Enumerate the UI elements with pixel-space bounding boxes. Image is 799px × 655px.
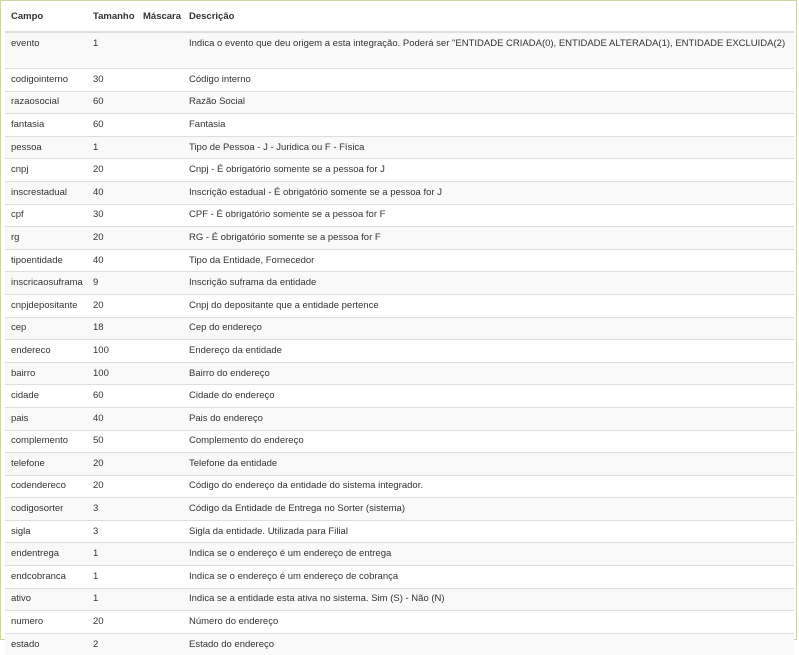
cell-mascara: [137, 453, 183, 476]
cell-descricao: Tipo de Pessoa - J - Juridica ou F - Física: [183, 136, 794, 159]
table-row: [5, 91, 794, 114]
fields-table: [5, 1, 794, 655]
cell-tamanho: 40: [87, 249, 137, 272]
table-row: [5, 340, 794, 363]
cell-descricao: Código do endereço da entidade do sistema integrador.: [183, 475, 794, 498]
cell-tamanho: 3: [87, 520, 137, 543]
cell-descricao: Inscrição suframa da entidade: [183, 272, 794, 295]
header-mascara: Máscara: [137, 1, 183, 32]
cell-campo: telefone: [5, 453, 87, 476]
cell-mascara: [137, 181, 183, 204]
cell-mascara: [137, 136, 183, 159]
cell-descricao: Pais do endereço: [183, 407, 794, 430]
cell-campo: cpf: [5, 204, 87, 227]
cell-campo: inscricaosuframa: [5, 272, 87, 295]
header-campo: Campo: [5, 1, 87, 32]
cell-mascara: [137, 69, 183, 92]
table-row: [5, 294, 794, 317]
cell-descricao: Indica o evento que deu origem a esta integração. Poderá ser "ENTIDADE CRIADA(0), ENTIDADE ALTERADA(1), ENTIDADE EXCLUIDA(2): [183, 32, 794, 69]
table-row: [5, 317, 794, 340]
cell-campo: ativo: [5, 588, 87, 611]
cell-mascara: [137, 272, 183, 295]
cell-tamanho: 40: [87, 181, 137, 204]
cell-campo: cnpjdepositante: [5, 294, 87, 317]
table-row: [5, 407, 794, 430]
cell-campo: cnpj: [5, 159, 87, 182]
cell-tamanho: 2: [87, 633, 137, 655]
cell-descricao: Bairro do endereço: [183, 362, 794, 385]
cell-tamanho: 60: [87, 91, 137, 114]
cell-tamanho: 1: [87, 543, 137, 566]
cell-descricao: Cnpj - É obrigatório somente se a pessoa for J: [183, 159, 794, 182]
table-row: [5, 498, 794, 521]
table-row: [5, 453, 794, 476]
table-row: [5, 249, 794, 272]
cell-tamanho: 9: [87, 272, 137, 295]
cell-mascara: [137, 566, 183, 589]
cell-mascara: [137, 407, 183, 430]
table-body: [5, 32, 794, 655]
table-row: [5, 611, 794, 634]
cell-descricao: Tipo da Entidade, Fornecedor: [183, 249, 794, 272]
cell-tamanho: 1: [87, 588, 137, 611]
table-row: [5, 181, 794, 204]
cell-tamanho: 50: [87, 430, 137, 453]
cell-descricao: Complemento do endereço: [183, 430, 794, 453]
cell-mascara: [137, 498, 183, 521]
cell-descricao: Indica se a entidade esta ativa no sistema. Sim (S) - Não (N): [183, 588, 794, 611]
cell-mascara: [137, 520, 183, 543]
cell-tamanho: 1: [87, 136, 137, 159]
cell-mascara: [137, 294, 183, 317]
cell-descricao: Número do endereço: [183, 611, 794, 634]
cell-campo: complemento: [5, 430, 87, 453]
cell-descricao: Indica se o endereço é um endereço de entrega: [183, 543, 794, 566]
table-row: [5, 588, 794, 611]
cell-campo: cidade: [5, 385, 87, 408]
cell-descricao: Cnpj do depositante que a entidade pertence: [183, 294, 794, 317]
cell-tamanho: 1: [87, 32, 137, 69]
table-header-row: [5, 1, 794, 32]
table-row: [5, 633, 794, 655]
table-row: [5, 520, 794, 543]
cell-descricao: Cidade do endereço: [183, 385, 794, 408]
table-row: [5, 272, 794, 295]
cell-mascara: [137, 317, 183, 340]
cell-tamanho: 100: [87, 340, 137, 363]
cell-campo: endereco: [5, 340, 87, 363]
cell-tamanho: 20: [87, 227, 137, 250]
cell-campo: cep: [5, 317, 87, 340]
cell-campo: numero: [5, 611, 87, 634]
cell-tamanho: 20: [87, 611, 137, 634]
cell-mascara: [137, 385, 183, 408]
cell-descricao: Código interno: [183, 69, 794, 92]
cell-campo: tipoentidade: [5, 249, 87, 272]
cell-mascara: [137, 475, 183, 498]
cell-mascara: [137, 362, 183, 385]
cell-tamanho: 30: [87, 69, 137, 92]
table-row: [5, 114, 794, 137]
table-row: [5, 136, 794, 159]
cell-descricao: Cep do endereço: [183, 317, 794, 340]
cell-campo: pessoa: [5, 136, 87, 159]
cell-mascara: [137, 227, 183, 250]
header-descricao: Descrição: [183, 1, 794, 32]
cell-descricao: Estado do endereço: [183, 633, 794, 655]
cell-tamanho: 20: [87, 294, 137, 317]
cell-tamanho: 60: [87, 385, 137, 408]
cell-descricao: RG - É obrigatório somente se a pessoa for F: [183, 227, 794, 250]
cell-mascara: [137, 543, 183, 566]
cell-campo: rg: [5, 227, 87, 250]
cell-descricao: Código da Entidade de Entrega no Sorter (sistema): [183, 498, 794, 521]
cell-mascara: [137, 340, 183, 363]
cell-campo: pais: [5, 407, 87, 430]
cell-tamanho: 20: [87, 475, 137, 498]
cell-campo: endcobranca: [5, 566, 87, 589]
cell-tamanho: 3: [87, 498, 137, 521]
cell-campo: codendereco: [5, 475, 87, 498]
cell-mascara: [137, 32, 183, 69]
cell-mascara: [137, 588, 183, 611]
header-tamanho: Tamanho: [87, 1, 137, 32]
table-row: [5, 566, 794, 589]
cell-descricao: CPF - É obrigatório somente se a pessoa for F: [183, 204, 794, 227]
cell-campo: sigla: [5, 520, 87, 543]
table-row: [5, 227, 794, 250]
cell-campo: codigosorter: [5, 498, 87, 521]
cell-mascara: [137, 204, 183, 227]
cell-mascara: [137, 159, 183, 182]
cell-mascara: [137, 430, 183, 453]
table-row: [5, 543, 794, 566]
cell-mascara: [137, 611, 183, 634]
cell-campo: bairro: [5, 362, 87, 385]
cell-tamanho: 18: [87, 317, 137, 340]
table-row: [5, 430, 794, 453]
cell-campo: razaosocial: [5, 91, 87, 114]
cell-descricao: Inscrição estadual - É obrigatório somente se a pessoa for J: [183, 181, 794, 204]
cell-tamanho: 20: [87, 159, 137, 182]
table-row: [5, 475, 794, 498]
cell-campo: estado: [5, 633, 87, 655]
cell-campo: inscrestadual: [5, 181, 87, 204]
table-row: [5, 204, 794, 227]
cell-descricao: Telefone da entidade: [183, 453, 794, 476]
cell-mascara: [137, 114, 183, 137]
table-row: [5, 159, 794, 182]
cell-tamanho: 20: [87, 453, 137, 476]
cell-tamanho: 1: [87, 566, 137, 589]
cell-descricao: Sigla da entidade. Utilizada para Filial: [183, 520, 794, 543]
table-row: [5, 69, 794, 92]
cell-descricao: Endereço da entidade: [183, 340, 794, 363]
cell-campo: fantasia: [5, 114, 87, 137]
cell-tamanho: 30: [87, 204, 137, 227]
cell-mascara: [137, 633, 183, 655]
cell-campo: evento: [5, 32, 87, 69]
table-row: [5, 362, 794, 385]
cell-descricao: Fantasia: [183, 114, 794, 137]
table-row: [5, 385, 794, 408]
table-row: [5, 32, 794, 69]
cell-campo: codigointerno: [5, 69, 87, 92]
cell-mascara: [137, 91, 183, 114]
cell-descricao: Razão Social: [183, 91, 794, 114]
cell-tamanho: 40: [87, 407, 137, 430]
cell-descricao: Indica se o endereço é um endereço de cobrança: [183, 566, 794, 589]
cell-mascara: [137, 249, 183, 272]
cell-campo: endentrega: [5, 543, 87, 566]
cell-tamanho: 100: [87, 362, 137, 385]
cell-tamanho: 60: [87, 114, 137, 137]
